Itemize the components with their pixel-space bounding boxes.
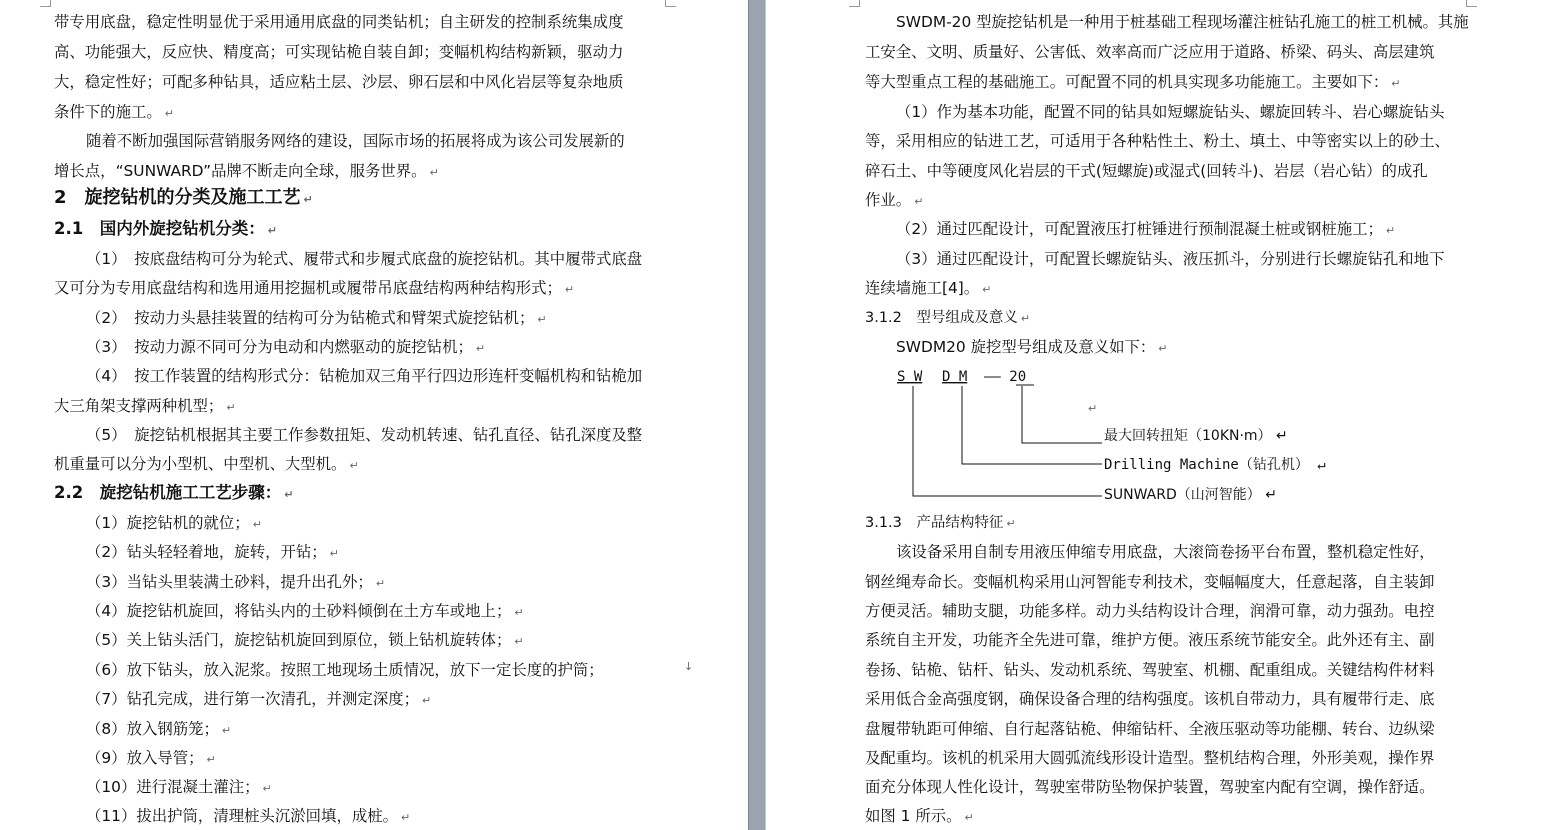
page-corner-mark: [40, 0, 51, 7]
leader-line-sunward: [913, 386, 1102, 496]
text-line: [54, 219, 277, 241]
text-line: [865, 161, 1428, 181]
page-corner-mark: [849, 0, 860, 7]
paragraph-mark-icon: ↵: [1006, 517, 1016, 530]
text-line-content: SWDM20 旋挖型号组成及意义如下：: [896, 338, 1156, 356]
text-line-content: （3）通过匹配设计，可配置长螺旋钻头、液压抓斗，分别进行长螺旋钻孔和地下: [896, 250, 1445, 268]
text-line: [896, 102, 1444, 122]
text-line-content: 又可分为专用底盘结构和选用通用挖掘机或履带吊底盘结构两种结构形式；: [54, 279, 562, 297]
text-line-content: 增长点，“SUNWARD”品牌不断走向全球，服务世界。: [54, 162, 427, 180]
text-line: [865, 777, 1434, 797]
text-line: [86, 542, 339, 564]
text-line-content: （3）当钻头里装满土砂料，提升出孔外；: [86, 573, 373, 591]
text-line: [54, 12, 623, 32]
text-line-content: （10）进行混凝土灌注；: [86, 778, 260, 796]
text-line-content: 作业。: [865, 191, 912, 209]
paragraph-mark-icon: ↵: [226, 401, 236, 414]
text-line: [865, 131, 1450, 151]
text-line-content: （9）放入导管；: [86, 749, 204, 767]
text-line: [896, 12, 1469, 32]
paragraph-mark-icon: ↵: [1158, 342, 1168, 355]
text-line-content: 条件下的施工。: [54, 103, 162, 121]
paragraph-mark-icon: ↵: [349, 459, 359, 472]
paragraph-mark-icon: ↵: [1020, 312, 1031, 325]
paragraph-mark-icon: ↵: [422, 694, 432, 707]
text-line: [865, 72, 1401, 94]
text-line-content: （6）放下钻头，放入泥浆。按照工地现场土质情况，放下一定长度的护筒；: [86, 661, 604, 679]
paragraph-mark-icon: ↵: [964, 811, 974, 824]
text-line: [865, 806, 974, 828]
text-line: [86, 806, 410, 828]
text-line: [86, 249, 642, 269]
paragraph-mark-icon: ↵: [262, 782, 272, 795]
text-line: [896, 249, 1444, 269]
text-line-content: 高、功能强大，反应快、精度高；可实现钻桅自装自卸；变幅机构结构新颖，驱动力: [54, 43, 624, 61]
model-code-20: —— 20: [984, 369, 1027, 385]
text-line-content: （11）拔出护筒，清理桩头沉淤回填，成桩。: [86, 807, 399, 825]
text-line-content: （4）旋挖钻机旋回，将钻头内的土砂料倾倒在土方车或地上；: [86, 602, 512, 620]
text-line-content: 卷扬、钻桅、钻杆、钻头、发动机系统、驾驶室、机棚、配重组成。关键结构件材料: [865, 661, 1435, 679]
text-line-content: （2）通过匹配设计，可配置液压打桩锤进行预制混凝土桩或钢桩施工；: [896, 220, 1383, 238]
text-line-content: 面充分体现人性化设计，驾驶室带防坠物保护装置，驾驶室内配有空调，操作舒适。: [865, 778, 1435, 796]
text-line: [86, 513, 262, 535]
text-line-content: 碎石土、中等硬度风化岩层的干式(短螺旋)或湿式(回转斗)、岩层（岩心钻）的成孔: [865, 162, 1428, 180]
text-line: [54, 161, 439, 183]
text-line-content: 盘履带轨距可伸缩、自行起落钻桅、伸缩钻杆、全液压驱动等功能棚、转台、边纵梁: [865, 720, 1435, 738]
paragraph-mark-icon: ↵: [329, 547, 339, 560]
text-line-content: （1） 按底盘结构可分为轮式、履带式和步履式底盘的旋挖钻机。其中履带式底盘: [86, 250, 643, 268]
text-line-content: 带专用底盘，稳定性明显优于采用通用底盘的同类钻机；自主研发的控制系统集成度: [54, 13, 624, 31]
left-document-page: [0, 0, 748, 830]
text-line: [86, 630, 524, 652]
text-line: [86, 748, 216, 770]
text-line-content: 2.1 国内外旋挖钻机分类：: [54, 219, 265, 238]
page-corner-mark: [1466, 0, 1477, 7]
text-line-content: （3） 按动力源不同可分为电动和内燃驱动的旋挖钻机；: [86, 338, 473, 356]
text-line-content: 如图 1 所示。: [865, 807, 962, 825]
text-line: [865, 572, 1434, 592]
paragraph-mark-icon: ↵: [564, 283, 575, 296]
text-line-content: SWDM-20 型旋挖钻机是一种用于桩基础工程现场灌注桩钻孔施工的桩工机械。其施: [896, 13, 1469, 31]
text-line-content: 系统自主开发，功能齐全先进可靠，维护方便。液压系统节能安全。此外还有主、副: [865, 631, 1435, 649]
text-line-content: （5）关上钻头活门，旋挖钻机旋回到原位，锁上钻机旋转体；: [86, 631, 512, 649]
paragraph-mark-icon: ↵: [267, 224, 277, 237]
text-line: [54, 42, 623, 62]
paragraph-mark-icon: ↵: [284, 488, 294, 501]
paragraph-mark-icon: ↵: [401, 811, 411, 824]
text-line-content: 2.2 旋挖钻机施工工艺步骤：: [54, 483, 282, 502]
formatting-mark-icon: ↓: [684, 660, 694, 673]
text-line-content: （1）作为基本功能，配置不同的钻具如短螺旋钻头、螺旋回转斗、岩心螺旋钻头: [896, 103, 1445, 121]
text-line-content: 连续墙施工[4]。: [865, 279, 980, 297]
text-line-content: 钢丝绳寿命长。变幅机构采用山河智能专利技术，变幅幅度大，任意起落，自主装卸: [865, 573, 1435, 591]
text-line: [86, 366, 642, 386]
text-line-content: 大三角架支撑两种机型；: [54, 397, 224, 415]
label-sunward: SUNWARD（山河智能） ↵: [1104, 487, 1277, 503]
text-line: [865, 601, 1434, 621]
label-drilling-machine: Drilling Machine（钻孔机） ↵: [1104, 457, 1326, 473]
model-code-sw: S W: [897, 369, 923, 385]
text-line: [865, 278, 991, 300]
page-corner-mark: [665, 0, 676, 7]
paragraph-mark-icon: ↵: [303, 193, 313, 206]
text-line: [86, 719, 231, 741]
text-line: [86, 660, 604, 680]
text-line-content: （7）钻孔完成，进行第一次清孔，并测定深度；: [86, 690, 419, 708]
text-line: [54, 72, 623, 92]
text-line: [896, 337, 1168, 359]
text-line: [54, 102, 174, 124]
paragraph-mark-icon: ↵: [206, 753, 216, 766]
text-line-content: 及配重均。该机的机采用大圆弧流线形设计造型。整机结构合理，外形美观，操作界: [865, 749, 1435, 767]
text-line: [865, 190, 923, 212]
text-line-content: 方便灵活。辅助支腿，功能多样。动力头结构设计合理，润滑可靠，动力强劲。电控: [865, 602, 1435, 620]
text-line-content: 等，采用相应的钻进工艺，可适用于各种粘性土、粉土、填土、中等密实以上的砂土、: [865, 132, 1450, 150]
page-gutter: [748, 0, 766, 830]
text-line-content: 2 旋挖钻机的分类及施工工艺: [54, 187, 301, 208]
paragraph-mark-icon: ↵: [1391, 77, 1401, 90]
paragraph-mark-icon: ↵: [514, 635, 524, 648]
text-line: [54, 454, 359, 476]
leader-line-torque: [1022, 386, 1102, 443]
text-line: [86, 777, 272, 799]
text-line-content: 该设备采用自制专用液压伸缩专用底盘，大滚筒卷扬平台布置，整机稳定性好，: [896, 543, 1435, 561]
text-line: [896, 219, 1395, 241]
text-line-content: 3.1.3 产品结构特征: [865, 515, 1004, 531]
text-line-content: 随着不断加强国际营销服务网络的建设，国际市场的拓展将成为该公司发展新的: [86, 132, 625, 150]
text-line: [865, 308, 1030, 329]
text-line: [86, 308, 547, 330]
text-line: [54, 396, 236, 418]
text-line-content: 采用低合金高强度钢，确保设备合理的结构强度。该机自带动力，具有履带行走、底: [865, 690, 1435, 708]
text-line-content: （4） 按工作装置的结构形式分：钻桅加双三角平行四边形连杆变幅机构和钻桅加: [86, 367, 643, 385]
text-line: [865, 513, 1016, 534]
text-line: [865, 630, 1434, 650]
model-code-dm: D M: [942, 369, 968, 385]
paragraph-mark-icon: ↵: [221, 724, 232, 737]
paragraph-mark-icon: ↵: [429, 166, 439, 179]
leader-line-drilling: [962, 386, 1102, 464]
text-line-content: 大，稳定性好；可配多种钻具，适应粘土层、沙层、卵石层和中风化岩层等复杂地质: [54, 73, 624, 91]
text-line-content: 机重量可以分为小型机、中型机、大型机。: [54, 455, 347, 473]
paragraph-mark-icon: ↵: [164, 107, 174, 120]
text-line: [865, 719, 1434, 739]
text-line: [865, 689, 1434, 709]
text-line: [865, 748, 1434, 768]
text-line: [86, 689, 431, 711]
text-line-content: （5） 旋挖钻机根据其主要工作参数扭矩、发动机转速、钻孔直径、钻孔深度及整: [86, 426, 643, 444]
text-line: [865, 42, 1434, 62]
text-line: [86, 337, 485, 359]
text-line-content: （8）放入钢筋笼；: [86, 720, 219, 738]
label-torque: 最大回转扭矩（10KN·m） ↵: [1104, 428, 1288, 444]
paragraph-mark-icon: ↵: [375, 577, 386, 590]
paragraph-mark-icon: ↵: [914, 195, 924, 208]
text-line-content: 3.1.2 型号组成及意义: [865, 310, 1018, 326]
text-line-content: 工安全、文明、质量好、公害低、效率高而广泛应用于道路、桥梁、码头、高层建筑: [865, 43, 1435, 61]
paragraph-mark-icon: ↵: [537, 313, 547, 326]
text-line: [54, 483, 293, 505]
text-line-content: 等大型重点工程的基础施工。可配置不同的机具实现多功能施工。主要如下：: [865, 73, 1389, 91]
text-line-content: （2）钻头轻轻着地，旋转，开钻；: [86, 543, 327, 561]
right-document-page: [766, 0, 1546, 830]
text-line: [86, 572, 385, 594]
text-line: [86, 131, 625, 151]
paragraph-mark-icon: ↵: [514, 606, 524, 619]
text-line: [86, 601, 524, 623]
paragraph-mark-icon: ↵: [252, 518, 262, 531]
text-line: [865, 660, 1434, 680]
paragraph-mark-icon: ↵: [982, 283, 992, 296]
text-line: [54, 188, 313, 210]
text-line: [896, 542, 1435, 562]
svg-text:↵: ↵: [1088, 402, 1098, 415]
text-line: [86, 425, 642, 445]
paragraph-mark-icon: ↵: [1385, 224, 1396, 237]
paragraph-mark-icon: ↵: [475, 342, 486, 355]
text-line-content: （1）旋挖钻机的就位；: [86, 514, 250, 532]
text-line: [54, 278, 574, 300]
text-line-content: （2） 按动力头悬挂装置的结构可分为钻桅式和臂架式旋挖钻机；: [86, 309, 535, 327]
